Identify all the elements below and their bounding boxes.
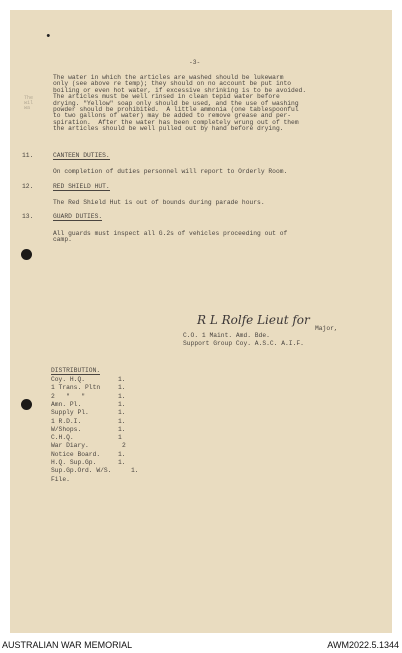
body-line: only (see above re temp); they should on no account be put into <box>53 80 292 88</box>
body-line: spiration. After the water has been completely wrung out of them <box>53 118 299 126</box>
distribution-quantity: 1. <box>118 384 126 392</box>
distribution-recipient: Supply Pl. <box>51 409 89 417</box>
distribution-recipient: 2 " " <box>51 392 86 400</box>
body-line: boiling or even hot water, if excessive shrinking is to be avoided. <box>53 86 307 94</box>
body-line: to two gallons of water) may be added to remove grease and per- <box>53 112 292 120</box>
body-line: the articles should be well pulled out by hand before drying. <box>53 125 284 133</box>
section-text-guard: All guards must inspect all G.2s of vehicles proceeding out of camp. <box>53 230 288 244</box>
signature-rank: Major, <box>315 325 338 332</box>
footer-institution: AUSTRALIAN WAR MEMORIAL <box>2 640 133 650</box>
section-text-red-shield: The Red Shield Hut is out of bounds during parade hours. <box>53 199 265 206</box>
distribution-quantity: 1. <box>118 417 126 425</box>
punch-hole-bottom <box>21 399 32 410</box>
body-line: The water in which the articles are washed should be lukewarm <box>53 74 284 81</box>
footer-bar <box>0 636 402 653</box>
distribution-recipient: Coy. H.Q. <box>51 376 86 383</box>
distribution-quantity: 1. <box>118 409 126 417</box>
page-number: -3- <box>189 59 201 66</box>
corner-mark: • <box>45 31 52 43</box>
distribution-quantity: 1. <box>118 392 126 400</box>
section-number-12: 12. <box>22 183 34 190</box>
section-number-11: 11. <box>22 152 34 159</box>
section-heading-red-shield: RED SHIELD HUT. <box>53 183 110 190</box>
section-text-canteen: On completion of duties personnel will report to Orderly Room. <box>53 168 288 175</box>
body-line: powder should be prohibited. A little ammonia (one tablespoonful <box>53 106 299 114</box>
distribution-quantity: 1. <box>118 459 126 466</box>
signature-line-1: C.O. 1 Maint. Amd. Bde. <box>183 332 270 339</box>
margin-note: The wil wa <box>24 95 34 111</box>
distribution-recipient: H.Q. Sup.Gp. <box>51 459 97 466</box>
distribution-recipient: War Diary. <box>51 442 89 450</box>
section-number-13: 13. <box>22 213 34 220</box>
distribution-recipient: 1 R.D.I. <box>51 417 82 425</box>
section-heading-guard: GUARD DUTIES. <box>53 213 103 220</box>
distribution-quantity: 1. <box>118 400 126 408</box>
distribution-recipient: Sup.Gp.Ord. W/S. <box>51 467 112 475</box>
section-heading-canteen: CANTEEN DUTIES. <box>53 152 110 159</box>
distribution-recipient: W/Shops. <box>51 425 82 433</box>
distribution-recipient: File. <box>51 475 70 483</box>
distribution-quantity: 1. <box>131 467 139 475</box>
body-line: The articles must be well rinsed in clean tepid water before <box>53 93 280 101</box>
signature-line-2: Support Group Coy. A.S.C. A.I.F. <box>183 340 304 347</box>
distribution-recipient: Amn. Pl. <box>51 400 82 408</box>
distribution-quantity: 1. <box>118 376 126 383</box>
distribution-quantity: 2 <box>122 442 126 450</box>
distribution-quantity: 1 <box>118 434 122 442</box>
body-paragraph <box>53 75 306 133</box>
distribution-recipient: 1 Trans. Pltn <box>51 384 101 392</box>
distribution-heading: DISTRIBUTION. <box>51 367 101 374</box>
distribution-recipient: Notice Board. <box>51 450 101 458</box>
distribution-quantity: 1. <box>118 425 126 433</box>
handwritten-signature: R L Rolfe Lieut for <box>197 313 310 327</box>
distribution-recipient: C.H.Q. <box>51 434 74 442</box>
footer-accession-number: AWM2022.5.1344 <box>327 640 399 650</box>
distribution-quantity: 1. <box>118 450 126 458</box>
body-line: drying. "Yellow" soap only should be used, and the use of washing <box>53 99 299 107</box>
punch-hole-top <box>21 249 32 260</box>
